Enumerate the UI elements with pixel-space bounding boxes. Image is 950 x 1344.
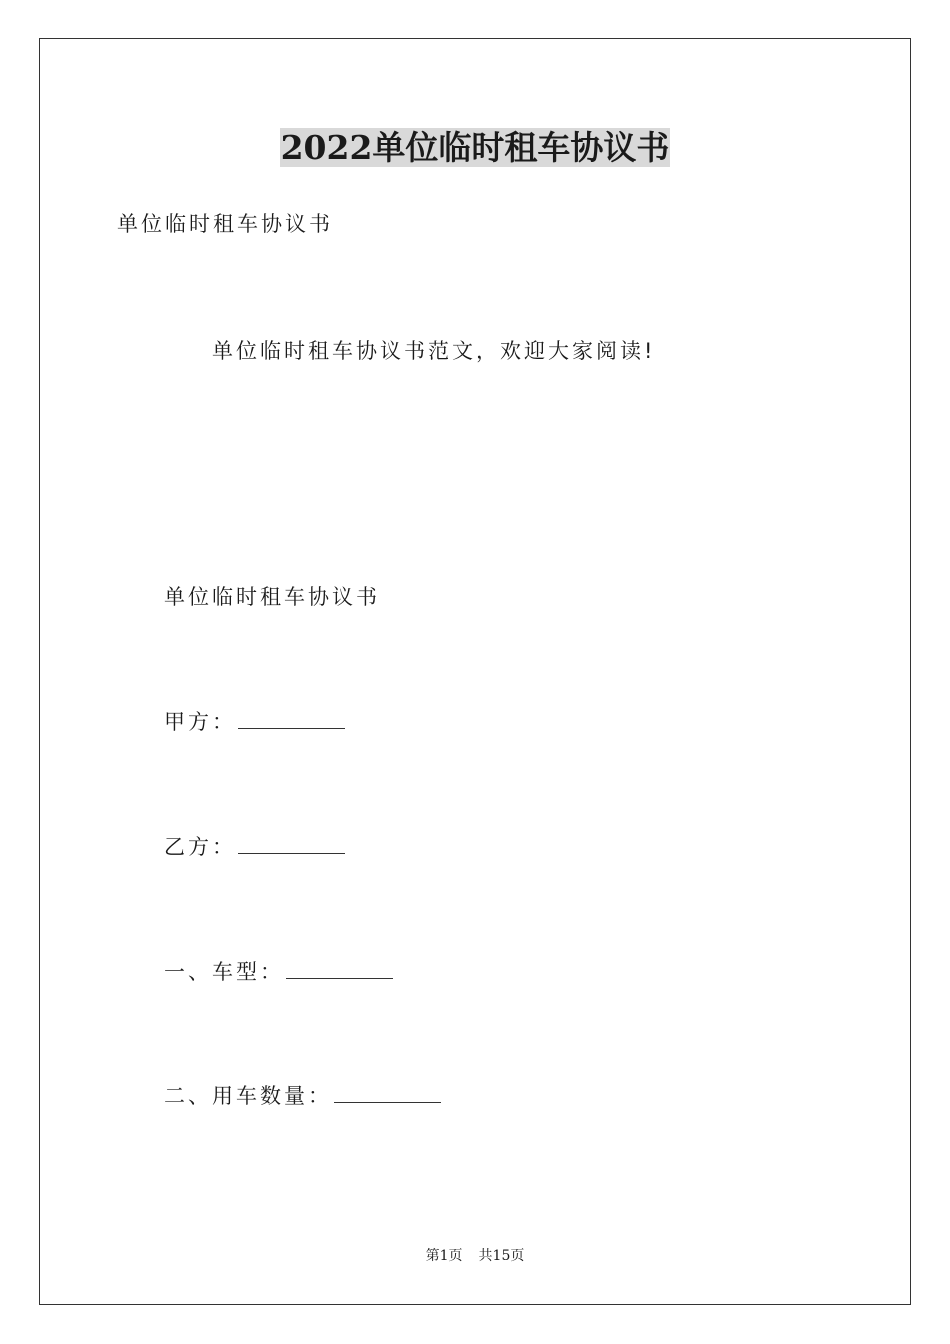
party-b-field [164,832,345,862]
party-a-label: 甲方： [164,710,236,734]
vehicle-type-blank [286,960,393,979]
document-subtitle: 单位临时租车协议书 [117,212,333,236]
section-heading: 单位临时租车协议书 [164,585,380,609]
party-a-field [164,707,345,737]
party-b-label: 乙方： [164,835,236,859]
page-total: 共15页 [478,1248,525,1264]
page-current: 第1页 [425,1248,463,1264]
vehicle-type-field [164,957,393,987]
vehicle-count-blank [334,1084,441,1103]
document-title [0,126,950,170]
vehicle-type-label: 一、车型： [164,960,284,984]
intro-paragraph: 单位临时租车协议书范文，欢迎大家阅读! [212,339,656,363]
vehicle-count-label: 二、用车数量： [164,1084,332,1108]
vehicle-count-field [164,1081,441,1111]
page-footer [0,1246,950,1266]
party-b-blank [238,835,345,854]
document-title-text: 2022单位临时租车协议书 [280,128,670,167]
party-a-blank [238,710,345,729]
